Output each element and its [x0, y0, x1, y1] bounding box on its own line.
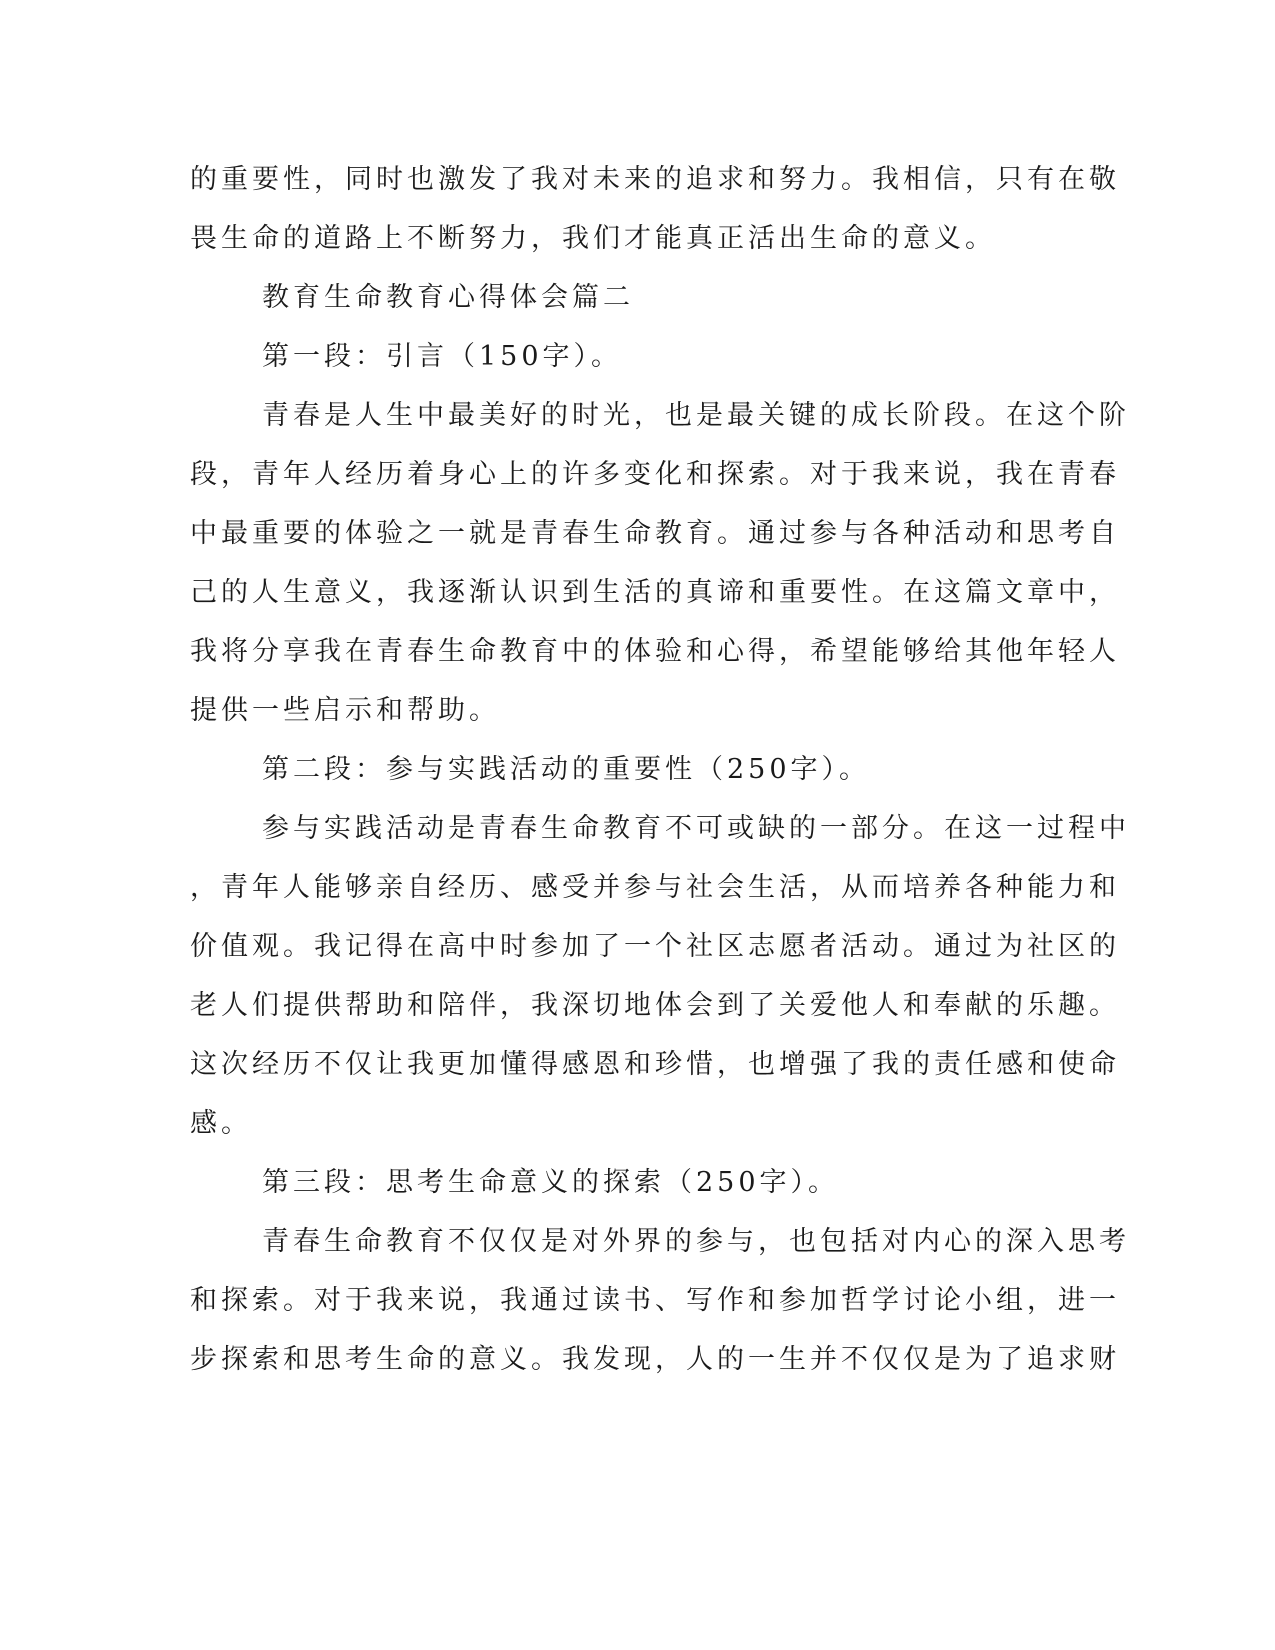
text-line: ，青年人能够亲自经历、感受并参与社会生活，从而培养各种能力和: [190, 872, 1120, 903]
text-line: 青春生命教育不仅仅是对外界的参与，也包括对内心的深入思考: [262, 1226, 1130, 1257]
paragraph-heading: 第二段：参与实践活动的重要性（250字）。: [262, 754, 871, 785]
section-title: 教育生命教育心得体会篇二: [262, 282, 634, 313]
text-line: 段，青年人经历着身心上的许多变化和探索。对于我来说，我在青春: [190, 459, 1120, 490]
text-line: 老人们提供帮助和陪伴，我深切地体会到了关爱他人和奉献的乐趣。: [190, 990, 1120, 1021]
text-line: 提供一些启示和帮助。: [190, 695, 500, 726]
text-line: 参与实践活动是青春生命教育不可或缺的一部分。在这一过程中: [262, 813, 1130, 844]
text-line: 步探索和思考生命的意义。我发现，人的一生并不仅仅是为了追求财: [190, 1344, 1120, 1375]
text-line: 和探索。对于我来说，我通过读书、写作和参加哲学讨论小组，进一: [190, 1285, 1120, 1316]
text-line: 我将分享我在青春生命教育中的体验和心得，希望能够给其他年轻人: [190, 636, 1120, 667]
paragraph-heading: 第三段：思考生命意义的探索（250字）。: [262, 1167, 840, 1198]
text-line: 己的人生意义，我逐渐认识到生活的真谛和重要性。在这篇文章中，: [190, 577, 1120, 608]
text-line: 畏生命的道路上不断努力，我们才能真正活出生命的意义。: [190, 223, 996, 254]
text-line: 价值观。我记得在高中时参加了一个社区志愿者活动。通过为社区的: [190, 931, 1120, 962]
paragraph-heading: 第一段：引言（150字）。: [262, 341, 623, 372]
text-line: 青春是人生中最美好的时光，也是最关键的成长阶段。在这个阶: [262, 400, 1130, 431]
text-line: 中最重要的体验之一就是青春生命教育。通过参与各种活动和思考自: [190, 518, 1120, 549]
text-line: 感。: [190, 1108, 252, 1139]
text-line: 的重要性，同时也激发了我对未来的追求和努力。我相信，只有在敬: [190, 164, 1120, 195]
text-line: 这次经历不仅让我更加懂得感恩和珍惜，也增强了我的责任感和使命: [190, 1049, 1120, 1080]
